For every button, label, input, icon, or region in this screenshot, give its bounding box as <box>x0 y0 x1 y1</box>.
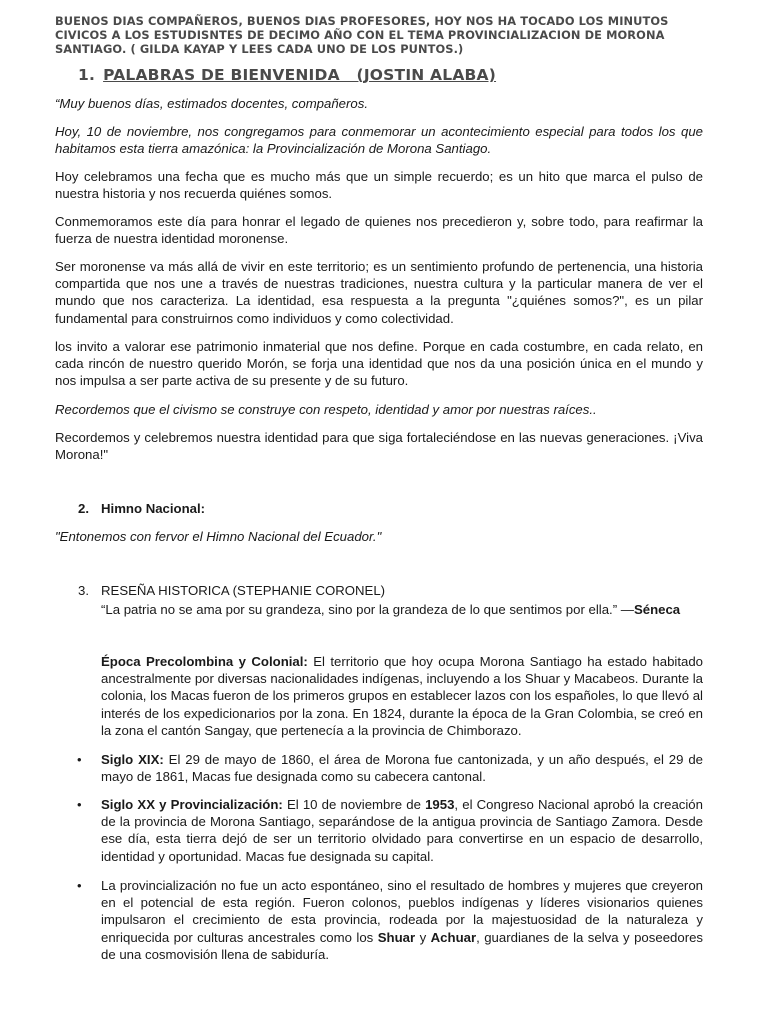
bullet-siglo-xx-text-a: El 10 de noviembre de <box>282 797 426 812</box>
paragraph-greeting: “Muy buenos días, estimados docentes, compañeros. <box>55 96 369 111</box>
bullet-siglo-xix-text: El 29 de mayo de 1860, el área de Morona fue cantonizada, y un año después, el 29 de mayo de 1861, Macas fue designada como su cabecera cantonal. <box>101 752 703 785</box>
section-1-number: 1. <box>78 66 96 84</box>
epigraph-quote <box>101 601 703 618</box>
epigraph-author: Séneca <box>633 602 681 617</box>
document-header: BUENOS DIAS COMPAÑEROS, BUENOS DIAS PROFESORES, HOY NOS HA TOCADO LOS MINUTOS CIVICOS A LOS ESTUDISNTES DE DECIMO AÑO CON EL TEMA PROVINCIALIZACION DE MORONA SANTIAGO. ( GILDA KAYAP Y LEES CADA UNO DE LOS PUNTOS.) <box>55 14 669 56</box>
bullet-siglo-xx-year: 1953 <box>425 797 455 812</box>
paragraph-closing: Recordemos y celebremos nuestra identidad para que siga fortaleciéndose en las nuevas generaciones. ¡Viva Morona!" <box>55 430 703 463</box>
bullet-prov-achuar: Achuar <box>430 929 477 945</box>
bullet-provincializacion <box>101 877 703 963</box>
bullet-siglo-xix-label: Siglo XIX: <box>101 752 164 767</box>
bullet-icon: • <box>77 878 82 893</box>
section-1-heading <box>78 66 496 84</box>
section-2-number: 2. <box>78 501 89 516</box>
paragraph-civism: Recordemos que el civismo se construye con respeto, identidad y amor por nuestras raíces.. <box>55 402 597 417</box>
section-2-title: Himno Nacional: <box>101 501 206 516</box>
section-3-number: 3. <box>78 583 89 598</box>
paragraph-identity: Ser moronense va más allá de vivir en este territorio; es un sentimiento profundo de pertenencia, una historia compartida que nos une a través de nuestras tradiciones, nuestra cultura y la particular manera de ver el mundo que nos caracteriza. La identidad, esa respuesta a la pregunta "¿quiénes somos?", es un pilar fundamental para construirnos como individuos y como colectividad. <box>55 259 703 326</box>
bullet-siglo-xx-text-b: , el Congreso Nacional aprobó la creación de la provincia de Morona Santiago, separándose de la antigua provincia de Santiago Zamora. Desde ese día, esta tierra dejó de ser un territorio olvidado para convertirse en un espacio de desarrollo, identidad y oportunidad. Macas fue designada su capital. <box>101 797 703 864</box>
section-2-heading <box>78 501 205 516</box>
bullet-siglo-xix <box>101 751 703 785</box>
paragraph-celebration: Hoy celebramos una fecha que es mucho más que un simple recuerdo; es un hito que marca el pulso de nuestra historia y nos recuerda quiénes somos. <box>55 169 703 202</box>
bullet-prov-text-b: y <box>415 929 431 945</box>
bullet-prov-shuar: Shuar <box>377 929 416 945</box>
bullet-prov-text-c: , guardianes de la selva y poseedores de una cosmovisión llena de sabiduría. <box>101 929 704 962</box>
bullet-siglo-xx <box>101 796 703 865</box>
bullet-siglo-xx-label: Siglo XX y Provincialización: <box>101 797 283 812</box>
precolombian-label: Época Precolombina y Colonial: <box>101 654 308 669</box>
bullet-icon: • <box>77 797 82 812</box>
epigraph-text: “La patria no se ama por su grandeza, sino por la grandeza de lo que sentimos por ella.” — <box>101 602 634 617</box>
paragraph-date: Hoy, 10 de noviembre, nos congregamos para conmemorar un acontecimiento especial para todos los que habitamos esta tierra amazónica: la Provincialización de Morona Santiago. <box>55 124 703 157</box>
section-3-title: RESEÑA HISTORICA (STEPHANIE CORONEL) <box>101 583 386 598</box>
bullet-icon: • <box>77 752 82 767</box>
paragraph-commemoration: Conmemoramos este día para honrar el legado de quienes nos precedieron y, sobre todo, para reafirmar la fuerza de nuestra identidad moronense. <box>55 214 703 247</box>
bullet-prov-text-a: La provincialización no fue un acto espontáneo, sino el resultado de hombres y mujeres que creyeron en el potencial de esta región. Fueron colonos, pueblos indígenas y líderes visionarios quienes impulsaron el crecimiento de esta provincia, rodeada por la majestuosidad de la naturaleza y enriquecida por culturas ancestrales como los <box>101 878 703 945</box>
section-1-title: PALABRAS DE BIENVENIDA (JOSTIN ALABA) <box>103 66 497 84</box>
precolombian-text: El territorio que hoy ocupa Morona Santiago ha estado habitado ancestralmente por diversas nacionalidades indígenas, incluyendo a los Shuar y Macabeos. Durante la colonia, los Macas fueron de los primeros grupos en establecer lazos con los españoles, lo que llevó al interés de los expedicionarios por la zona. En 1824, durante la época de la Gran Colombia, se creó en la zona el cantón Sangay, que pertenecía a la provincia de Chimborazo. <box>101 654 703 738</box>
paragraph-invitation: los invito a valorar ese patrimonio inmaterial que nos define. Porque en cada costumbre, en cada relato, en cada rincón de nuestro querido Morón, se forja una identidad que nos da una posición única en el mundo y nos impulsa a ser parte activa de su presente y de su futuro. <box>55 339 703 389</box>
paragraph-precolombian <box>101 653 703 739</box>
anthem-quote: "Entonemos con fervor el Himno Nacional del Ecuador." <box>55 529 382 544</box>
section-3-heading <box>78 583 385 598</box>
